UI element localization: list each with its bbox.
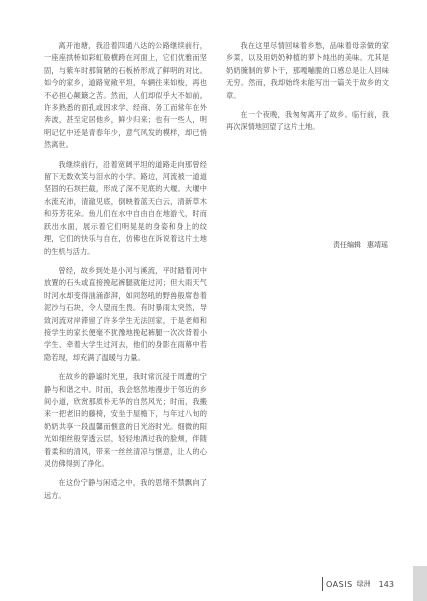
editor-label: 责任编辑	[333, 241, 361, 249]
editor-name: 惠靖瑶	[367, 241, 388, 249]
body-paragraph: 在一个夜晚，我匆匆离开了故乡。临行前，我再次深情地回望了这片土地。	[226, 110, 389, 132]
right-column	[226, 40, 389, 141]
body-paragraph: 我在这里尽情回味着乡愁，品味着母亲做的家乡菜，以及用奶奶种植的萝卜炖出的美味。尤其是奶奶腌制的萝卜干，那嘎嘣脆的口感总是让人回味无穷。然而，我却始终未能写出一篇关于故乡的文章。	[226, 41, 389, 100]
magazine-name: 绿洲	[356, 580, 371, 588]
left-column	[44, 40, 207, 509]
body-paragraph: 离开池塘，我沿着四通八达的公路继续前行，一座座拱桥如彩虹般横跨在河面上，它们优雅而坚固，与紫车时那简陋的石板桥形成了鲜明的对比。如今的家乡，道路宽敞平坦，车辆往来如梭，再也不必担心颠簸之苦。然而，人们却似乎大不如前。许多熟悉的面孔或因求学、经商、务工而常年在外奔波，甚至定居他乡，鲜少归来；也有一些人，明明记忆中还是青春年少，意气风发的模样，却已悄然离世。	[44, 41, 207, 150]
footer-divider	[322, 577, 323, 591]
page-number: 143	[378, 579, 394, 589]
magazine-logo: OASIS	[326, 579, 353, 589]
body-paragraph: 曾经，故乡到处是小河与溪流，平时踏着河中放置的石头或直接挽起裤腿就能过河；但大雨天气时河水却变得汹涌澎湃，如同怒吼的野兽般席卷着泥沙与石块，令人望而生畏。有时暴雨太突然，导致河流对岸滞留了许多学生无法回家，于是老师和接学生的家长便毫不犹豫地挽起裤腿一次次背着小学生、牵着大学生过河去，他们的身影在雨幕中若隐若现，却充满了温暖与力量。	[44, 265, 207, 362]
editor-credit	[248, 240, 388, 250]
body-paragraph: 我继续前行，沿着宽阔平坦的道路走向那曾经留下无数欢笑与泪水的小学。路边，河流被一道道坚固的石坝拦截，形成了深不见底的大堰。大堰中水流充沛，清澈见底，倒映着蓝天白云，清新草木和芬芳花朵。鱼儿们在水中自由自在地游弋，时而跃出水面，展示着它们明晃晃的身姿和身上的纹理，它们的快乐与自在，仿佛也在诉说着这片土地的生机与活力。	[44, 159, 207, 256]
page-edge-tab	[413, 566, 427, 601]
body-paragraph: 在这份宁静与闲适之中，我的思绪不禁飘向了远方。	[44, 478, 207, 500]
body-paragraph: 在故乡的静谧时光里，我时常沉浸于周遭的宁静与和谐之中。时而，我会悠然地漫步于邻近的乡间小道，欣赏那质朴无华的自然风光；时而，我搬来一把老旧的藤椅，安坐于屋檐下，与年过八旬的奶奶共享一段温馨而惬意的日光浴时光。细微的阳光如细丝般穿透云层，轻轻地洒过我的脸颊，伴随着柔和的清风，带来一丝丝清凉与惬意，让人的心灵仿佛得到了净化。	[44, 372, 207, 468]
page-footer	[326, 577, 394, 591]
